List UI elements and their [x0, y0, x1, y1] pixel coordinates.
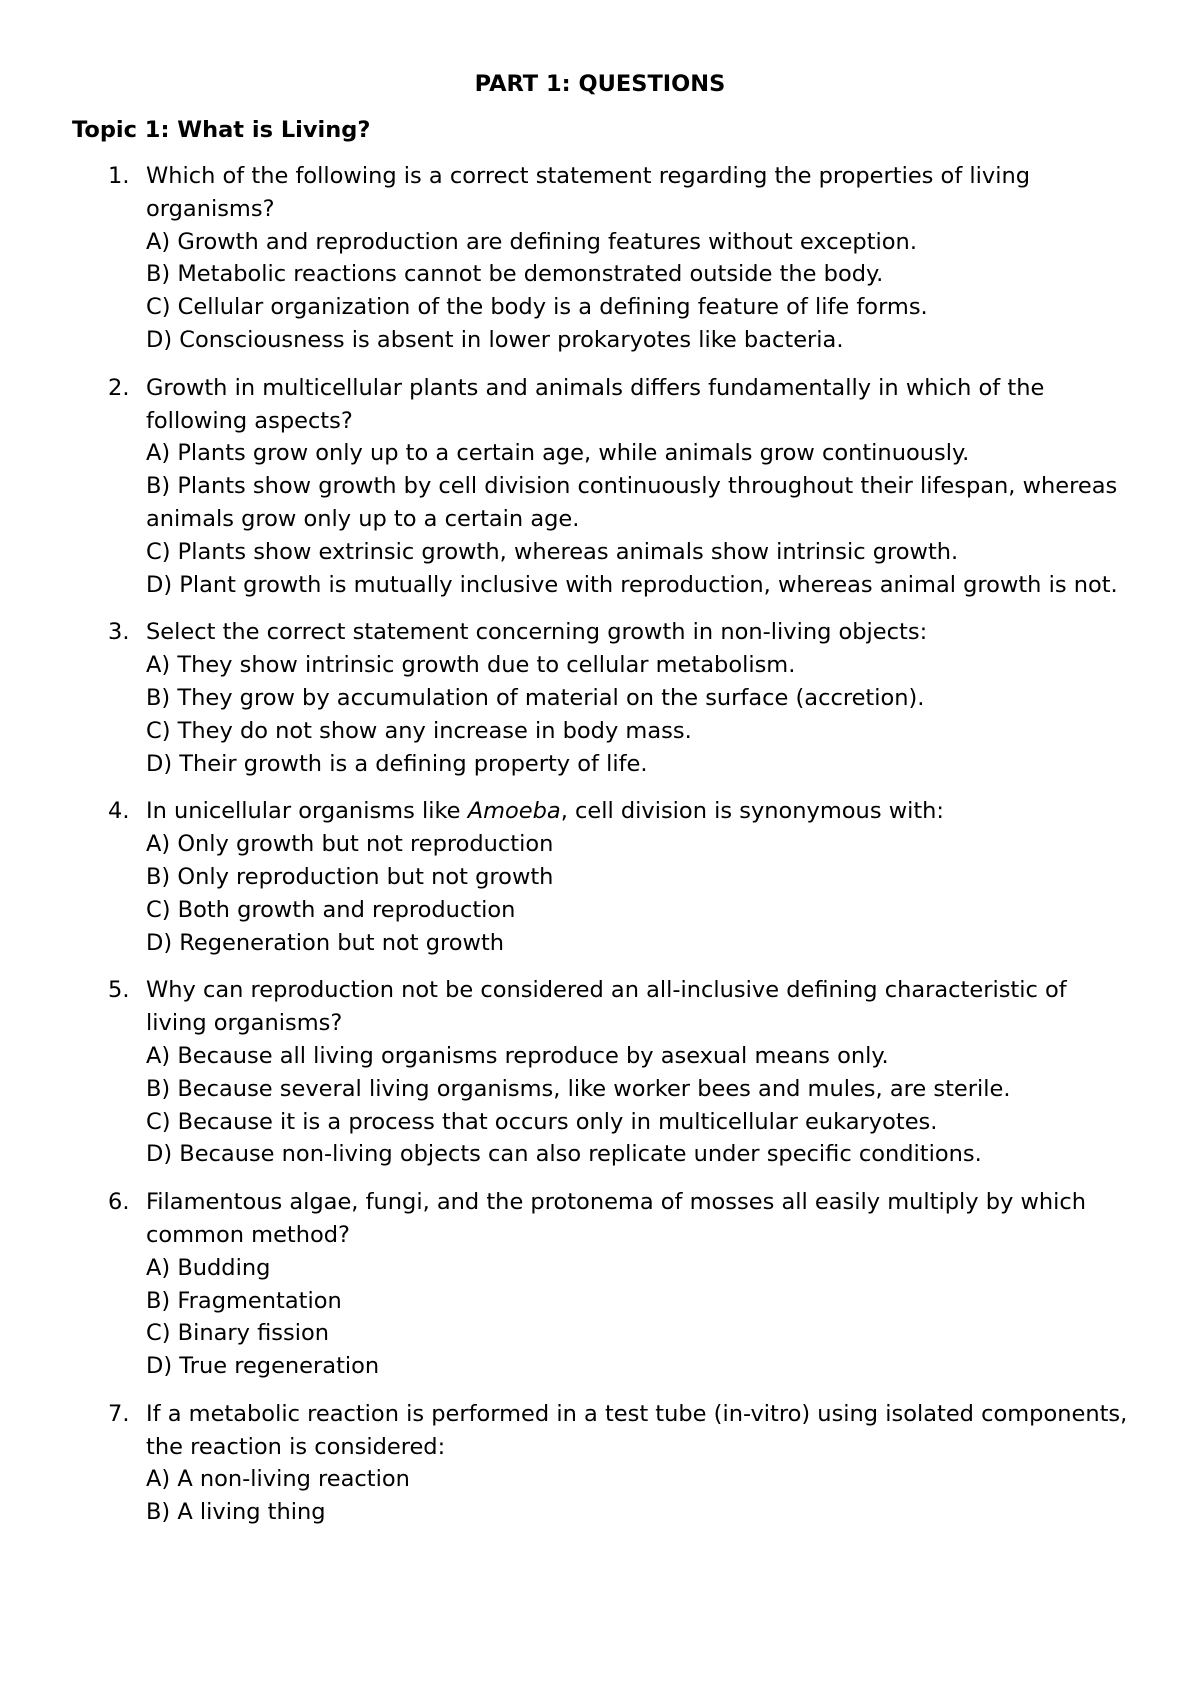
question-number: 4.	[108, 798, 130, 825]
question-text: Which of the following is a correct statement regarding the properties of living organisms?	[146, 163, 1031, 222]
option-c: C) Both growth and reproduction	[146, 896, 516, 923]
option-c: C) Plants show extrinsic growth, whereas animals show intrinsic growth.	[146, 538, 959, 565]
option-b: B) They grow by accumulation of material on the surface (accretion).	[146, 684, 925, 711]
option-d: D) Because non-living objects can also replicate under specific conditions.	[146, 1141, 982, 1168]
question-number: 7.	[108, 1400, 130, 1427]
question-5	[72, 974, 1128, 1171]
option-b: B) Metabolic reactions cannot be demonstrated outside the body.	[146, 261, 884, 288]
option-b: B) A living thing	[146, 1499, 326, 1526]
question-number: 2.	[108, 374, 130, 401]
question-4	[72, 795, 1128, 959]
option-a: A) Only growth but not reproduction	[146, 831, 554, 858]
question-text: Select the correct statement concerning growth in non-living objects:	[146, 619, 928, 646]
option-d: D) Plant growth is mutually inclusive with reproduction, whereas animal growth is not.	[146, 571, 1118, 598]
organism-name: Amoeba	[467, 798, 561, 825]
topic-title: Topic 1: What is Living?	[72, 117, 371, 143]
option-a: A) Growth and reproduction are defining features without exception.	[146, 228, 917, 255]
option-a: A) They show intrinsic growth due to cellular metabolism.	[146, 652, 796, 679]
option-c: C) Cellular organization of the body is a defining feature of life forms.	[146, 294, 928, 321]
option-c: C) They do not show any increase in body mass.	[146, 717, 692, 744]
option-a: A) Plants grow only up to a certain age, while animals grow continuously.	[146, 440, 970, 467]
question-2	[72, 372, 1128, 602]
option-a: A) Budding	[146, 1254, 271, 1281]
option-b: B) Only reproduction but not growth	[146, 863, 554, 890]
option-d: D) Their growth is a defining property of life.	[146, 750, 648, 777]
question-text-start: In unicellular organisms like	[146, 798, 468, 825]
option-d: D) Regeneration but not growth	[146, 929, 505, 956]
question-text-end: , cell division is synonymous with:	[560, 798, 945, 825]
question-text: If a metabolic reaction is performed in a test tube (in-vitro) using isolated components, the reaction is considered:	[146, 1400, 1128, 1460]
question-number: 1.	[108, 163, 130, 189]
option-b: B) Fragmentation	[146, 1287, 342, 1314]
question-number: 6.	[108, 1189, 130, 1216]
option-c: C) Binary fission	[146, 1320, 329, 1347]
option-a: A) A non-living reaction	[146, 1466, 410, 1493]
question-text: Filamentous algae, fungi, and the protonema of mosses all easily multiply by which common method?	[146, 1189, 1087, 1248]
option-d: D) True regeneration	[146, 1353, 380, 1380]
option-b: B) Because several living organisms, like worker bees and mules, are sterile.	[146, 1075, 1011, 1102]
option-a: A) Because all living organisms reproduce by asexual means only.	[146, 1042, 889, 1069]
question-3	[72, 616, 1128, 780]
option-c: C) Because it is a process that occurs only in multicellular eukaryotes.	[146, 1108, 938, 1135]
question-7	[72, 1398, 1128, 1529]
option-d: D) Consciousness is absent in lower prokaryotes like bacteria.	[146, 326, 844, 353]
question-text: Growth in multicellular plants and animals differs fundamentally in which of the following aspects?	[146, 374, 1045, 434]
question-6	[72, 1186, 1128, 1383]
question-number: 3.	[108, 619, 130, 646]
option-b: B) Plants show growth by cell division continuously throughout their lifespan, whereas animals grow only up to a certain age.	[146, 473, 1118, 532]
question-text: Why can reproduction not be considered an all-inclusive defining characteristic of living organisms?	[146, 977, 1067, 1037]
part-title: PART 1: QUESTIONS	[474, 71, 726, 97]
question-list	[72, 160, 1128, 1529]
question-1	[72, 160, 1128, 357]
question-text	[146, 795, 1128, 828]
question-number: 5.	[108, 977, 130, 1004]
